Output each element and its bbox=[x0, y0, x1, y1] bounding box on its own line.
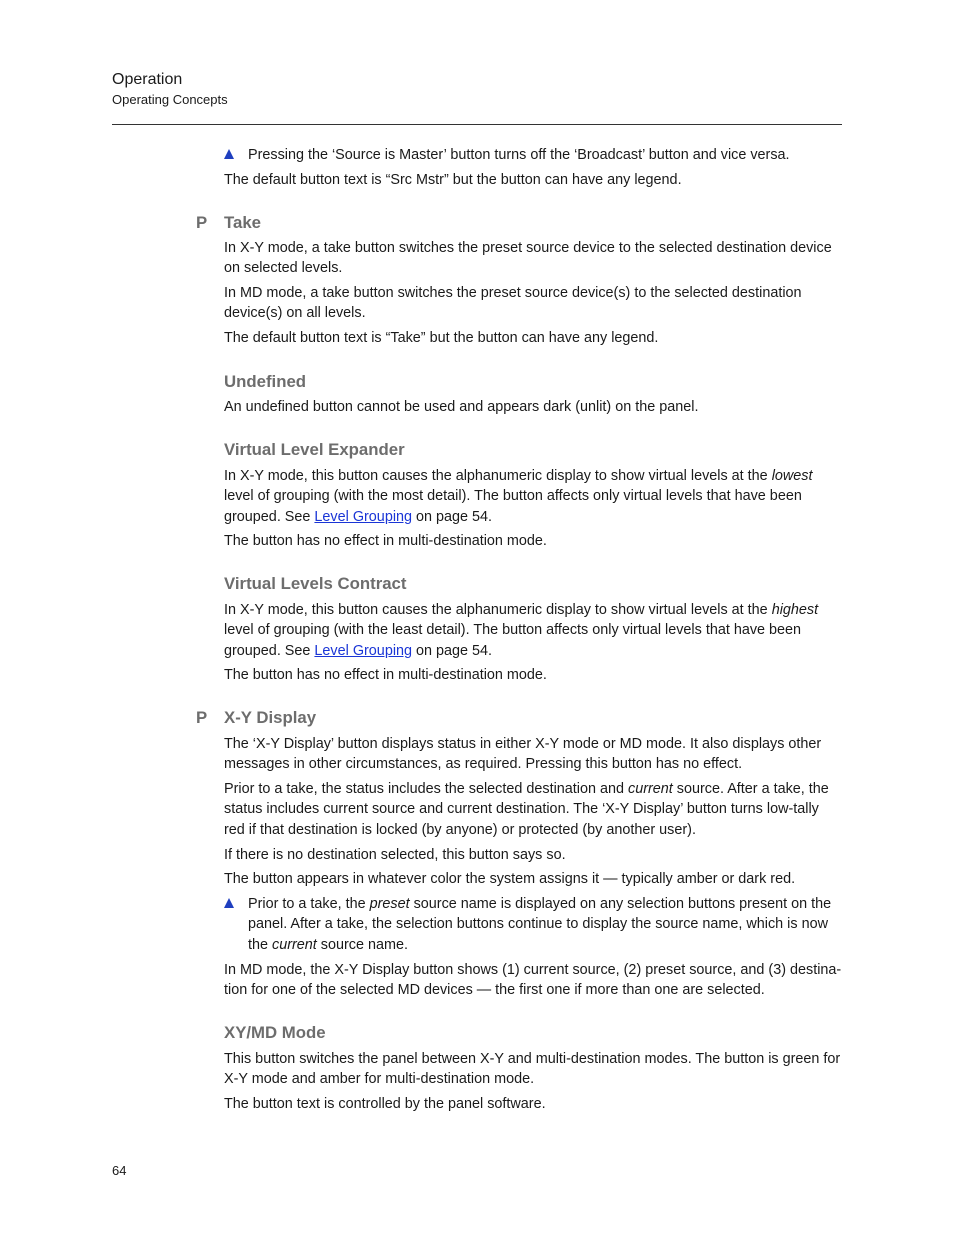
paragraph: In X-Y mode, this button causes the alphanumeric display to show virtual levels at the highest level of grouping (with the least detail). The button affects only virtual levels that have been grouped. See Level Grouping on page 54. bbox=[224, 602, 819, 659]
paragraph: In X-Y mode, a take button switches the preset source device to the selected destination device on selected levels. bbox=[224, 240, 832, 277]
header-rule bbox=[112, 124, 842, 125]
paragraph: In X-Y mode, this button causes the alphanumeric display to show virtual levels at the lowest level of grouping (with the most detail). The button affects only virtual levels that have been grouped. See Level Grouping on page 54. bbox=[224, 468, 813, 525]
paragraph: An undefined button cannot be used and appears dark (unlit) on the panel. bbox=[224, 399, 699, 415]
paragraph: The button text is controlled by the panel software. bbox=[224, 1096, 546, 1112]
heading-take: Take bbox=[224, 213, 262, 232]
note-source-is-master: Pressing the ‘Source is Master’ button turns off the ‘Broadcast’ button and vice versa. bbox=[224, 145, 842, 165]
section-marker: P bbox=[196, 213, 208, 232]
page-number: 64 bbox=[112, 1163, 127, 1178]
paragraph: This button switches the panel between X-Y and multi-destination modes. The button is green for X-Y mode and amber for multi-destination mode. bbox=[224, 1051, 841, 1088]
paragraph: The default button text is “Src Mstr” but the button can have any legend. bbox=[224, 172, 682, 188]
running-header bbox=[112, 70, 228, 109]
heading-xymd-mode: XY/MD Mode bbox=[224, 1023, 326, 1042]
paragraph: In MD mode, the X-Y Display button shows (1) current source, (2) preset source, and (3) destina-tion for one of the selected MD devices — the first one if more than one are selected. bbox=[224, 962, 842, 999]
paragraph: If there is no destination selected, this button says so. bbox=[224, 847, 566, 863]
paragraph: The default button text is “Take” but the button can have any legend. bbox=[224, 330, 659, 346]
heading-virtual-levels-contract: Virtual Levels Contract bbox=[224, 574, 407, 593]
link-level-grouping[interactable]: Level Grouping bbox=[314, 508, 413, 525]
section-title: Operating Concepts bbox=[112, 92, 228, 107]
heading-virtual-level-expander: Virtual Level Expander bbox=[224, 440, 405, 459]
heading-xy-display: X-Y Display bbox=[224, 708, 317, 727]
paragraph: The button has no effect in multi-destination mode. bbox=[224, 667, 547, 683]
note-preset-source: Prior to a take, the preset source name is displayed on any selection buttons present on the panel. After a take, the selection buttons continue to display the source name, which is now the current source name. bbox=[224, 894, 842, 955]
note-triangle-icon bbox=[224, 149, 234, 159]
link-level-grouping[interactable]: Level Grouping bbox=[314, 642, 413, 659]
paragraph: Prior to a take, the status includes the selected destination and current source. After a take, the status includes current source and current destination. The ‘X-Y Display’ button turns low-tally red if that destination is locked (by anyone) or protected (by another user). bbox=[224, 781, 829, 838]
paragraph: In MD mode, a take button switches the preset source device(s) to the selected destination device(s) on all levels. bbox=[224, 285, 802, 322]
paragraph: The button has no effect in multi-destination mode. bbox=[224, 533, 547, 549]
paragraph: The button appears in whatever color the system assigns it — typically amber or dark red. bbox=[224, 871, 796, 887]
section-marker: P bbox=[196, 708, 208, 727]
note-triangle-icon bbox=[224, 898, 234, 908]
heading-undefined: Undefined bbox=[224, 372, 307, 391]
paragraph: The ‘X-Y Display’ button displays status in either X-Y mode or MD mode. It also displays other messages in other circumstances, as required. Pressing this button has no effect. bbox=[224, 736, 822, 773]
chapter-title: Operation bbox=[112, 71, 183, 88]
